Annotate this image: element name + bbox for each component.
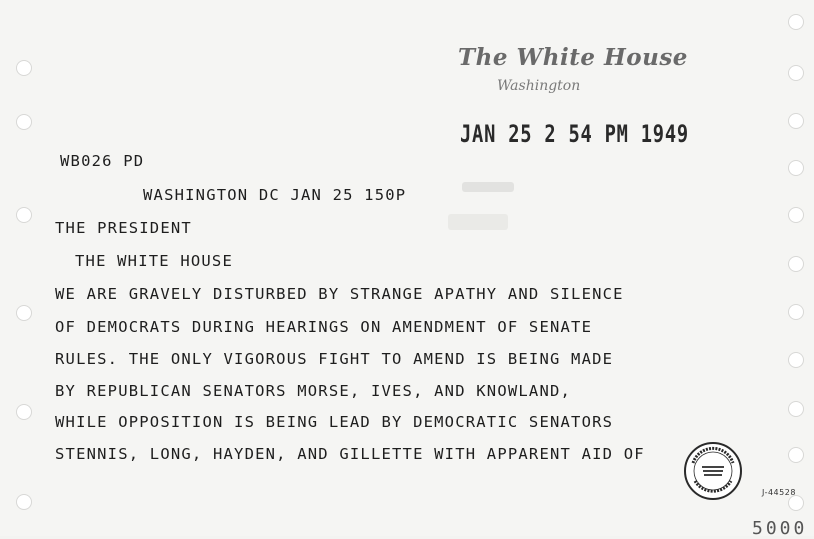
telegram-body-line: WHILE OPPOSITION IS BEING LEAD BY DEMOCRATIC SENATORS [55, 413, 614, 431]
received-date-stamp: JAN 25 2 54 PM 1949 [460, 120, 689, 148]
perforation-hole [788, 352, 804, 368]
telegram-body-line: STENNIS, LONG, HAYDEN, AND GILLETTE WITH APPARENT AID OF [55, 445, 645, 463]
perforation-hole [16, 305, 32, 321]
perforation-hole [788, 65, 804, 81]
perforation-hole [788, 207, 804, 223]
perforation-hole [788, 14, 804, 30]
letterhead-subtitle: Washington [497, 78, 581, 94]
perforation-hole [788, 447, 804, 463]
perforation-hole [16, 207, 32, 223]
ink-smudge [448, 214, 508, 230]
archive-seal-stamp [683, 441, 743, 501]
telegram-body-line: OF DEMOCRATS DURING HEARINGS ON AMENDMENT OF SENATE [55, 318, 593, 336]
perforation-hole [16, 114, 32, 130]
telegram-body-line: BY REPUBLICAN SENATORS MORSE, IVES, AND KNOWLAND, [55, 382, 572, 400]
perforation-hole [788, 304, 804, 320]
reference-number: J-44528 [762, 488, 796, 497]
telegram-address: THE WHITE HOUSE [75, 252, 233, 270]
perforation-hole [788, 401, 804, 417]
telegram-body-line: WE ARE GRAVELY DISTURBED BY STRANGE APATHY AND SILENCE [55, 285, 624, 303]
perforation-hole [788, 495, 804, 511]
telegram-body-line: RULES. THE ONLY VIGOROUS FIGHT TO AMEND IS BEING MADE [55, 350, 614, 368]
perforation-hole [788, 113, 804, 129]
page-marker: 5000 [752, 518, 808, 539]
perforation-hole [16, 60, 32, 76]
telegram-dateline: WASHINGTON DC JAN 25 150P [143, 186, 407, 204]
telegram-addressee: THE PRESIDENT [55, 219, 192, 237]
letterhead-title: The White House [458, 44, 688, 71]
telegram-code: WB026 PD [60, 152, 145, 170]
perforation-hole [788, 256, 804, 272]
perforation-hole [788, 160, 804, 176]
perforation-hole [16, 494, 32, 510]
ink-smudge [462, 182, 514, 192]
perforation-hole [16, 404, 32, 420]
